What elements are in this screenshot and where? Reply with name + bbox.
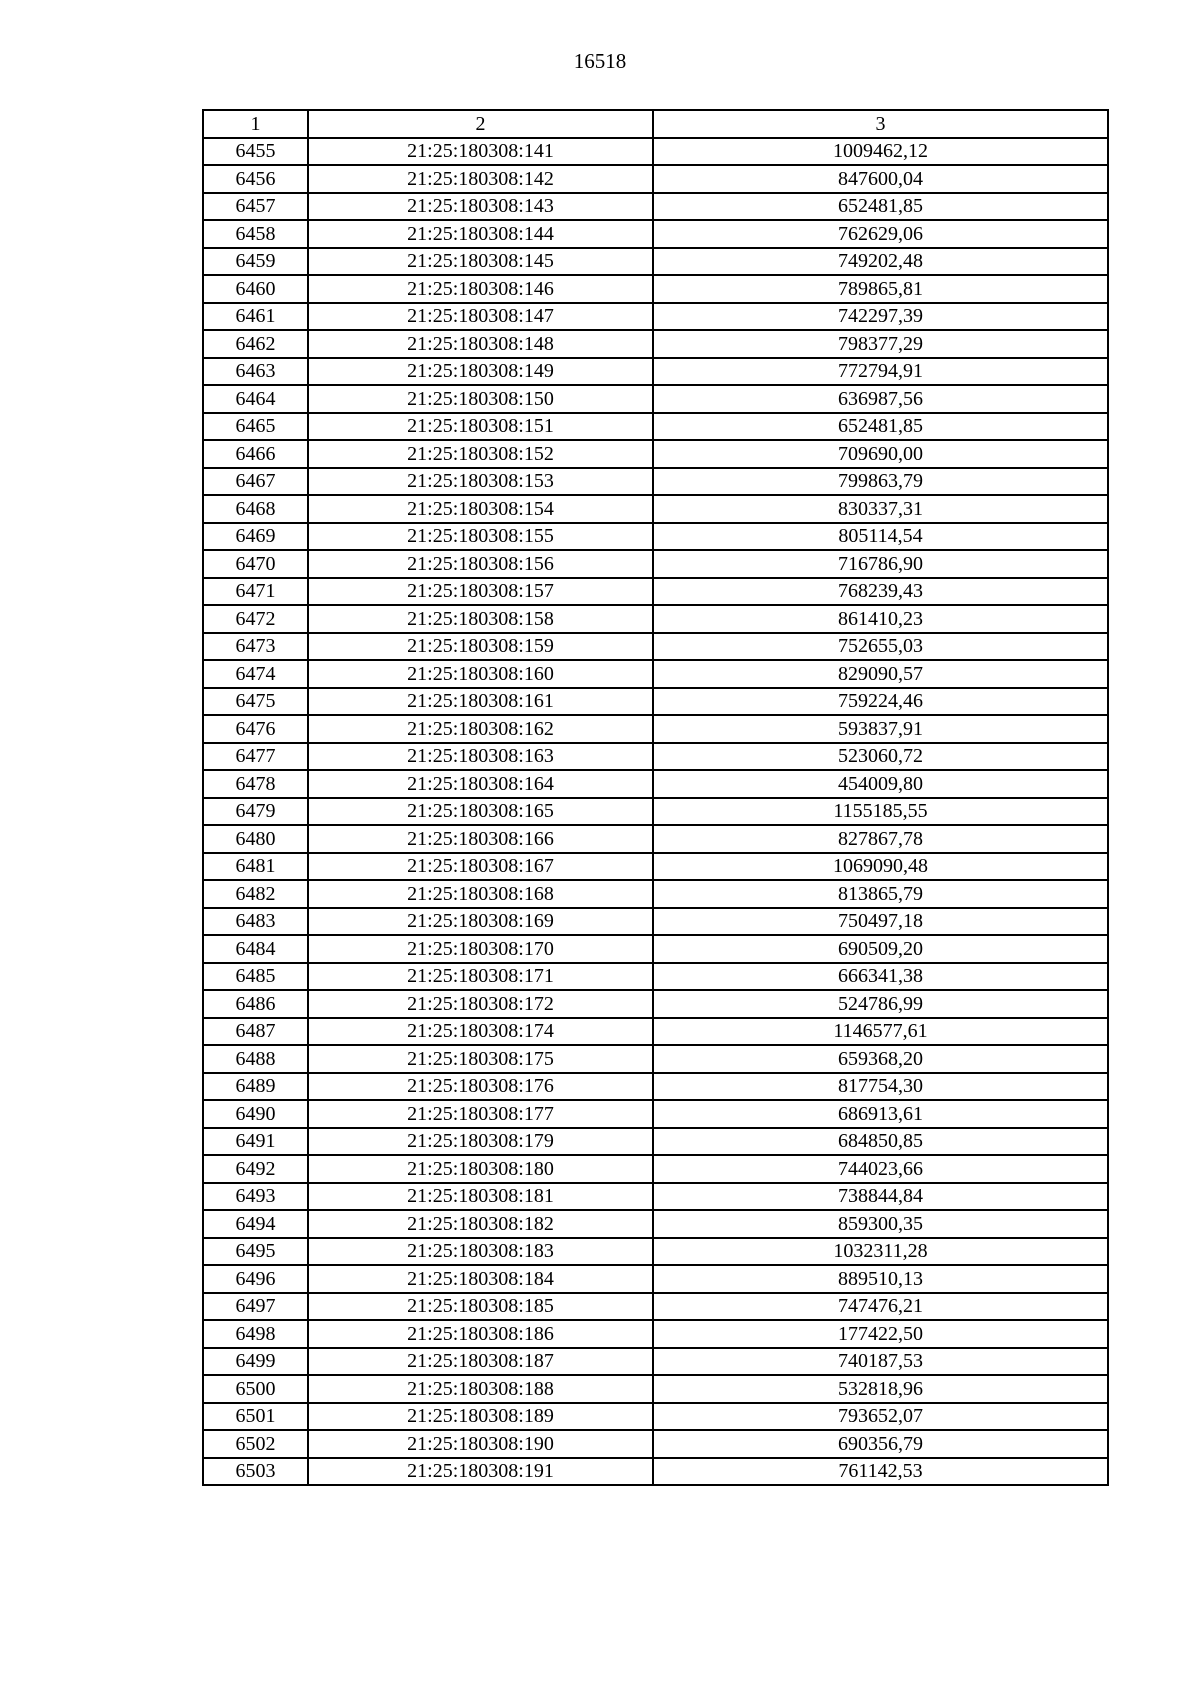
row-number-cell: 6459 — [203, 248, 308, 276]
table-row — [203, 330, 1108, 358]
row-number-cell: 6491 — [203, 1128, 308, 1156]
cadastral-number-cell: 21:25:180308:180 — [308, 1155, 653, 1183]
cadastral-number-cell: 21:25:180308:161 — [308, 688, 653, 716]
cadastral-number-cell: 21:25:180308:151 — [308, 413, 653, 441]
table-row — [203, 605, 1108, 633]
value-cell: 847600,04 — [653, 165, 1108, 193]
table-row — [203, 495, 1108, 523]
row-number-cell: 6476 — [203, 715, 308, 743]
table-row — [203, 1458, 1108, 1486]
cadastral-number-cell: 21:25:180308:175 — [308, 1045, 653, 1073]
row-number-cell: 6485 — [203, 963, 308, 991]
value-cell: 1032311,28 — [653, 1238, 1108, 1266]
value-cell: 752655,03 — [653, 633, 1108, 661]
row-number-cell: 6455 — [203, 138, 308, 166]
table-row — [203, 825, 1108, 853]
value-cell: 709690,00 — [653, 440, 1108, 468]
cadastral-number-cell: 21:25:180308:149 — [308, 358, 653, 386]
cadastral-number-cell: 21:25:180308:171 — [308, 963, 653, 991]
table-row — [203, 138, 1108, 166]
table-row — [203, 798, 1108, 826]
row-number-cell: 6480 — [203, 825, 308, 853]
cadastral-number-cell: 21:25:180308:188 — [308, 1375, 653, 1403]
row-number-cell: 6484 — [203, 935, 308, 963]
cadastral-number-cell: 21:25:180308:162 — [308, 715, 653, 743]
value-cell: 740187,53 — [653, 1348, 1108, 1376]
table-row — [203, 770, 1108, 798]
table-row — [203, 303, 1108, 331]
cadastral-number-cell: 21:25:180308:147 — [308, 303, 653, 331]
cadastral-number-cell: 21:25:180308:144 — [308, 220, 653, 248]
table-row — [203, 193, 1108, 221]
table-row — [203, 440, 1108, 468]
table-row — [203, 275, 1108, 303]
column-header-1: 1 — [203, 110, 308, 138]
cadastral-number-cell: 21:25:180308:182 — [308, 1210, 653, 1238]
cadastral-number-cell: 21:25:180308:169 — [308, 908, 653, 936]
cadastral-number-cell: 21:25:180308:187 — [308, 1348, 653, 1376]
table-row — [203, 1073, 1108, 1101]
row-number-cell: 6466 — [203, 440, 308, 468]
value-cell: 789865,81 — [653, 275, 1108, 303]
cadastral-number-cell: 21:25:180308:154 — [308, 495, 653, 523]
value-cell: 889510,13 — [653, 1265, 1108, 1293]
cadastral-number-cell: 21:25:180308:176 — [308, 1073, 653, 1101]
cadastral-number-cell: 21:25:180308:170 — [308, 935, 653, 963]
row-number-cell: 6458 — [203, 220, 308, 248]
table-row — [203, 220, 1108, 248]
table-row — [203, 1128, 1108, 1156]
value-cell: 761142,53 — [653, 1458, 1108, 1486]
value-cell: 799863,79 — [653, 468, 1108, 496]
value-cell: 636987,56 — [653, 385, 1108, 413]
table-row — [203, 1155, 1108, 1183]
cadastral-number-cell: 21:25:180308:189 — [308, 1403, 653, 1431]
table-row — [203, 660, 1108, 688]
row-number-cell: 6472 — [203, 605, 308, 633]
value-cell: 817754,30 — [653, 1073, 1108, 1101]
value-cell: 744023,66 — [653, 1155, 1108, 1183]
value-cell: 686913,61 — [653, 1100, 1108, 1128]
row-number-cell: 6488 — [203, 1045, 308, 1073]
value-cell: 1009462,12 — [653, 138, 1108, 166]
cadastral-number-cell: 21:25:180308:168 — [308, 880, 653, 908]
row-number-cell: 6478 — [203, 770, 308, 798]
cadastral-number-cell: 21:25:180308:177 — [308, 1100, 653, 1128]
row-number-cell: 6496 — [203, 1265, 308, 1293]
column-header-2: 2 — [308, 110, 653, 138]
cadastral-number-cell: 21:25:180308:143 — [308, 193, 653, 221]
row-number-cell: 6463 — [203, 358, 308, 386]
value-cell: 827867,78 — [653, 825, 1108, 853]
cadastral-number-cell: 21:25:180308:164 — [308, 770, 653, 798]
value-cell: 652481,85 — [653, 193, 1108, 221]
value-cell: 805114,54 — [653, 523, 1108, 551]
row-number-cell: 6489 — [203, 1073, 308, 1101]
page-number: 16518 — [573, 49, 627, 73]
header-row — [203, 110, 1108, 138]
value-cell: 524786,99 — [653, 990, 1108, 1018]
value-cell: 762629,06 — [653, 220, 1108, 248]
table-row — [203, 358, 1108, 386]
row-number-cell: 6465 — [203, 413, 308, 441]
value-cell: 747476,21 — [653, 1293, 1108, 1321]
row-number-cell: 6499 — [203, 1348, 308, 1376]
cadastral-number-cell: 21:25:180308:160 — [308, 660, 653, 688]
table-row — [203, 853, 1108, 881]
row-number-cell: 6495 — [203, 1238, 308, 1266]
cadastral-number-cell: 21:25:180308:152 — [308, 440, 653, 468]
value-cell: 666341,38 — [653, 963, 1108, 991]
value-cell: 652481,85 — [653, 413, 1108, 441]
value-cell: 829090,57 — [653, 660, 1108, 688]
table-row — [203, 1018, 1108, 1046]
cadastral-number-cell: 21:25:180308:163 — [308, 743, 653, 771]
table-row — [203, 743, 1108, 771]
row-number-cell: 6487 — [203, 1018, 308, 1046]
row-number-cell: 6467 — [203, 468, 308, 496]
column-header-3: 3 — [653, 110, 1108, 138]
table-row — [203, 963, 1108, 991]
table-row — [203, 1348, 1108, 1376]
value-cell: 454009,80 — [653, 770, 1108, 798]
table-row — [203, 990, 1108, 1018]
row-number-cell: 6461 — [203, 303, 308, 331]
row-number-cell: 6474 — [203, 660, 308, 688]
row-number-cell: 6479 — [203, 798, 308, 826]
row-number-cell: 6498 — [203, 1320, 308, 1348]
table-row — [203, 880, 1108, 908]
cadastral-number-cell: 21:25:180308:155 — [308, 523, 653, 551]
row-number-cell: 6473 — [203, 633, 308, 661]
data-table — [202, 109, 1109, 1486]
cadastral-number-cell: 21:25:180308:153 — [308, 468, 653, 496]
cadastral-number-cell: 21:25:180308:166 — [308, 825, 653, 853]
row-number-cell: 6460 — [203, 275, 308, 303]
table-row — [203, 1045, 1108, 1073]
row-number-cell: 6501 — [203, 1403, 308, 1431]
cadastral-number-cell: 21:25:180308:150 — [308, 385, 653, 413]
value-cell: 532818,96 — [653, 1375, 1108, 1403]
value-cell: 830337,31 — [653, 495, 1108, 523]
row-number-cell: 6503 — [203, 1458, 308, 1486]
table-row — [203, 1238, 1108, 1266]
value-cell: 759224,46 — [653, 688, 1108, 716]
value-cell: 1069090,48 — [653, 853, 1108, 881]
cadastral-number-cell: 21:25:180308:183 — [308, 1238, 653, 1266]
row-number-cell: 6486 — [203, 990, 308, 1018]
cadastral-number-cell: 21:25:180308:179 — [308, 1128, 653, 1156]
table-row — [203, 523, 1108, 551]
row-number-cell: 6475 — [203, 688, 308, 716]
row-number-cell: 6468 — [203, 495, 308, 523]
table-row — [203, 633, 1108, 661]
row-number-cell: 6469 — [203, 523, 308, 551]
value-cell: 793652,07 — [653, 1403, 1108, 1431]
row-number-cell: 6497 — [203, 1293, 308, 1321]
row-number-cell: 6500 — [203, 1375, 308, 1403]
cadastral-number-cell: 21:25:180308:142 — [308, 165, 653, 193]
cadastral-number-cell: 21:25:180308:165 — [308, 798, 653, 826]
value-cell: 750497,18 — [653, 908, 1108, 936]
table-row — [203, 688, 1108, 716]
cadastral-number-cell: 21:25:180308:157 — [308, 578, 653, 606]
value-cell: 859300,35 — [653, 1210, 1108, 1238]
value-cell: 749202,48 — [653, 248, 1108, 276]
table-row — [203, 1265, 1108, 1293]
table-row — [203, 1430, 1108, 1458]
value-cell: 772794,91 — [653, 358, 1108, 386]
row-number-cell: 6462 — [203, 330, 308, 358]
table-row — [203, 935, 1108, 963]
table-row — [203, 1210, 1108, 1238]
value-cell: 738844,84 — [653, 1183, 1108, 1211]
table-row — [203, 908, 1108, 936]
value-cell: 1155185,55 — [653, 798, 1108, 826]
value-cell: 768239,43 — [653, 578, 1108, 606]
cadastral-number-cell: 21:25:180308:159 — [308, 633, 653, 661]
row-number-cell: 6457 — [203, 193, 308, 221]
table-row — [203, 165, 1108, 193]
row-number-cell: 6477 — [203, 743, 308, 771]
value-cell: 798377,29 — [653, 330, 1108, 358]
row-number-cell: 6470 — [203, 550, 308, 578]
row-number-cell: 6492 — [203, 1155, 308, 1183]
cadastral-number-cell: 21:25:180308:190 — [308, 1430, 653, 1458]
cadastral-number-cell: 21:25:180308:181 — [308, 1183, 653, 1211]
row-number-cell: 6493 — [203, 1183, 308, 1211]
cadastral-number-cell: 21:25:180308:172 — [308, 990, 653, 1018]
row-number-cell: 6494 — [203, 1210, 308, 1238]
row-number-cell: 6483 — [203, 908, 308, 936]
cadastral-number-cell: 21:25:180308:167 — [308, 853, 653, 881]
table-row — [203, 385, 1108, 413]
cadastral-number-cell: 21:25:180308:146 — [308, 275, 653, 303]
cadastral-number-cell: 21:25:180308:185 — [308, 1293, 653, 1321]
row-number-cell: 6490 — [203, 1100, 308, 1128]
value-cell: 523060,72 — [653, 743, 1108, 771]
cadastral-number-cell: 21:25:180308:148 — [308, 330, 653, 358]
value-cell: 659368,20 — [653, 1045, 1108, 1073]
table-row — [203, 468, 1108, 496]
table-row — [203, 1375, 1108, 1403]
cadastral-number-cell: 21:25:180308:186 — [308, 1320, 653, 1348]
table-row — [203, 578, 1108, 606]
cadastral-number-cell: 21:25:180308:158 — [308, 605, 653, 633]
cadastral-number-cell: 21:25:180308:184 — [308, 1265, 653, 1293]
value-cell: 690356,79 — [653, 1430, 1108, 1458]
table-row — [203, 550, 1108, 578]
value-cell: 177422,50 — [653, 1320, 1108, 1348]
value-cell: 861410,23 — [653, 605, 1108, 633]
table-header — [203, 110, 1108, 138]
table-row — [203, 1293, 1108, 1321]
row-number-cell: 6482 — [203, 880, 308, 908]
row-number-cell: 6471 — [203, 578, 308, 606]
table-row — [203, 1320, 1108, 1348]
value-cell: 813865,79 — [653, 880, 1108, 908]
table-row — [203, 1403, 1108, 1431]
row-number-cell: 6464 — [203, 385, 308, 413]
value-cell: 716786,90 — [653, 550, 1108, 578]
value-cell: 690509,20 — [653, 935, 1108, 963]
row-number-cell: 6481 — [203, 853, 308, 881]
cadastral-number-cell: 21:25:180308:191 — [308, 1458, 653, 1486]
table-row — [203, 1100, 1108, 1128]
row-number-cell: 6456 — [203, 165, 308, 193]
value-cell: 1146577,61 — [653, 1018, 1108, 1046]
value-cell: 742297,39 — [653, 303, 1108, 331]
row-number-cell: 6502 — [203, 1430, 308, 1458]
table-row — [203, 413, 1108, 441]
table-body — [203, 138, 1108, 1486]
cadastral-number-cell: 21:25:180308:141 — [308, 138, 653, 166]
table-row — [203, 1183, 1108, 1211]
cadastral-number-cell: 21:25:180308:145 — [308, 248, 653, 276]
cadastral-number-cell: 21:25:180308:156 — [308, 550, 653, 578]
value-cell: 593837,91 — [653, 715, 1108, 743]
cadastral-number-cell: 21:25:180308:174 — [308, 1018, 653, 1046]
table-row — [203, 715, 1108, 743]
value-cell: 684850,85 — [653, 1128, 1108, 1156]
table-row — [203, 248, 1108, 276]
